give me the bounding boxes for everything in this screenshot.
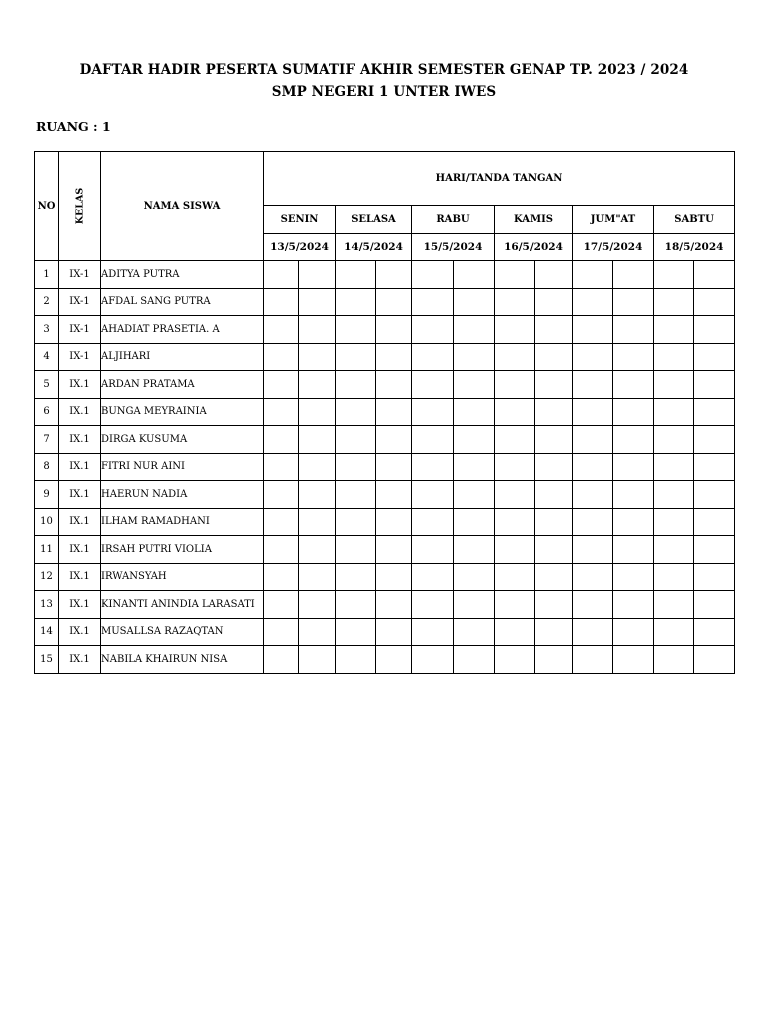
signature-cell[interactable] — [412, 398, 454, 426]
signature-cell[interactable] — [299, 563, 336, 591]
date-label: 16/5/2024 — [504, 241, 563, 253]
signature-cell[interactable] — [376, 563, 412, 591]
signature-cell[interactable] — [654, 646, 694, 674]
signature-cell[interactable] — [454, 646, 495, 674]
row-class: IX.1 — [59, 536, 101, 564]
signature-cell[interactable] — [535, 646, 573, 674]
row-number: 8 — [35, 453, 59, 481]
row-student-name: ARDAN PRATAMA — [101, 371, 264, 399]
signature-cell[interactable] — [264, 453, 299, 481]
signature-cell[interactable] — [573, 563, 613, 591]
row-class: IX-1 — [59, 316, 101, 344]
row-number: 14 — [35, 618, 59, 646]
row-student-name: AFDAL SANG PUTRA — [101, 288, 264, 316]
signature-cell[interactable] — [654, 591, 694, 619]
signature-cell[interactable] — [654, 288, 694, 316]
table-row — [35, 563, 735, 591]
signature-cell[interactable] — [613, 343, 654, 371]
signature-cell[interactable] — [535, 343, 573, 371]
signature-cell[interactable] — [654, 426, 694, 454]
date-label: 14/5/2024 — [344, 241, 403, 253]
signature-cell[interactable] — [573, 481, 613, 509]
row-number: 10 — [35, 508, 59, 536]
signature-cell[interactable] — [654, 343, 694, 371]
signature-cell[interactable] — [299, 261, 336, 289]
signature-cell[interactable] — [654, 261, 694, 289]
row-number: 5 — [35, 371, 59, 399]
row-number: 15 — [35, 646, 59, 674]
signature-cell[interactable] — [454, 563, 495, 591]
signature-cell[interactable] — [376, 508, 412, 536]
row-student-name: DIRGA KUSUMA — [101, 426, 264, 454]
attendance-body — [35, 261, 735, 674]
date-label: 17/5/2024 — [583, 241, 643, 253]
signature-cell[interactable] — [376, 646, 412, 674]
signature-cell[interactable] — [573, 398, 613, 426]
signature-cell[interactable] — [264, 426, 299, 454]
row-student-name: IRWANSYAH — [101, 563, 264, 591]
signature-cell[interactable] — [412, 426, 454, 454]
signature-cell[interactable] — [573, 618, 613, 646]
signature-cell[interactable] — [654, 563, 694, 591]
col-kelas-label: KELAS — [74, 187, 85, 225]
row-student-name: IRSAH PUTRI VIOLIA — [101, 536, 264, 564]
row-class: IX-1 — [59, 288, 101, 316]
signature-cell[interactable] — [654, 316, 694, 344]
row-number: 2 — [35, 288, 59, 316]
signature-cell[interactable] — [336, 316, 376, 344]
row-class: IX.1 — [59, 371, 101, 399]
row-student-name: BUNGA MEYRAINIA — [101, 398, 264, 426]
attendance-table — [34, 151, 735, 674]
signature-cell[interactable] — [613, 646, 654, 674]
signature-cell[interactable] — [613, 316, 654, 344]
row-number: 4 — [35, 343, 59, 371]
signature-cell[interactable] — [613, 261, 654, 289]
row-number: 11 — [35, 536, 59, 564]
signature-cell[interactable] — [376, 481, 412, 509]
signature-cell[interactable] — [495, 371, 535, 399]
signature-cell[interactable] — [694, 343, 735, 371]
signature-cell[interactable] — [376, 453, 412, 481]
signature-cell[interactable] — [412, 261, 454, 289]
day-header: SELASA — [336, 206, 412, 234]
signature-cell[interactable] — [613, 508, 654, 536]
row-class: IX.1 — [59, 591, 101, 619]
signature-cell[interactable] — [495, 261, 535, 289]
signature-cell[interactable] — [535, 261, 573, 289]
signature-cell[interactable] — [376, 398, 412, 426]
signature-cell[interactable] — [535, 316, 573, 344]
signature-cell[interactable] — [654, 371, 694, 399]
day-header: SABTU — [654, 206, 735, 234]
signature-cell[interactable] — [412, 591, 454, 619]
row-student-name: FITRI NUR AINI — [101, 453, 264, 481]
signature-cell[interactable] — [613, 371, 654, 399]
signature-cell[interactable] — [694, 426, 735, 454]
signature-cell[interactable] — [264, 398, 299, 426]
signature-cell[interactable] — [573, 316, 613, 344]
signature-cell[interactable] — [535, 453, 573, 481]
signature-cell[interactable] — [654, 508, 694, 536]
signature-cell[interactable] — [535, 618, 573, 646]
table-row — [35, 618, 735, 646]
row-number: 6 — [35, 398, 59, 426]
signature-cell[interactable] — [264, 261, 299, 289]
signature-cell[interactable] — [299, 398, 336, 426]
signature-cell[interactable] — [299, 316, 336, 344]
signature-cell[interactable] — [264, 591, 299, 619]
signature-cell[interactable] — [613, 398, 654, 426]
signature-cell[interactable] — [454, 453, 495, 481]
signature-cell[interactable] — [613, 618, 654, 646]
row-class: IX.1 — [59, 646, 101, 674]
signature-cell[interactable] — [412, 536, 454, 564]
signature-cell[interactable] — [412, 481, 454, 509]
signature-cell[interactable] — [654, 618, 694, 646]
row-number: 12 — [35, 563, 59, 591]
signature-cell[interactable] — [376, 316, 412, 344]
signature-cell[interactable] — [264, 316, 299, 344]
table-row — [35, 398, 735, 426]
table-row — [35, 343, 735, 371]
row-class: IX.1 — [59, 426, 101, 454]
signature-cell[interactable] — [694, 618, 735, 646]
signature-cell[interactable] — [535, 508, 573, 536]
date-label: 18/5/2024 — [664, 241, 724, 253]
row-number: 13 — [35, 591, 59, 619]
row-class: IX.1 — [59, 618, 101, 646]
signature-cell[interactable] — [336, 591, 376, 619]
signature-cell[interactable] — [535, 536, 573, 564]
signature-cell[interactable] — [336, 371, 376, 399]
signature-cell[interactable] — [694, 591, 735, 619]
signature-cell[interactable] — [613, 481, 654, 509]
room-label: RUANG : 1 — [36, 119, 111, 134]
row-number: 3 — [35, 316, 59, 344]
signature-cell[interactable] — [454, 288, 495, 316]
table-row — [35, 508, 735, 536]
signature-cell[interactable] — [573, 453, 613, 481]
day-header: JUM"AT — [573, 206, 654, 234]
signature-cell[interactable] — [495, 563, 535, 591]
signature-cell[interactable] — [694, 481, 735, 509]
signature-cell[interactable] — [412, 618, 454, 646]
signature-cell[interactable] — [299, 481, 336, 509]
row-class: IX.1 — [59, 453, 101, 481]
signature-cell[interactable] — [694, 398, 735, 426]
signature-cell[interactable] — [336, 343, 376, 371]
signature-cell[interactable] — [613, 563, 654, 591]
signature-cell[interactable] — [535, 563, 573, 591]
table-row — [35, 288, 735, 316]
signature-cell[interactable] — [454, 481, 495, 509]
row-class: IX.1 — [59, 508, 101, 536]
signature-cell[interactable] — [454, 316, 495, 344]
signature-cell[interactable] — [573, 646, 613, 674]
signature-cell[interactable] — [376, 371, 412, 399]
signature-cell[interactable] — [336, 453, 376, 481]
signature-cell[interactable] — [654, 481, 694, 509]
signature-cell[interactable] — [299, 646, 336, 674]
table-row — [35, 371, 735, 399]
col-kelas-header — [59, 152, 101, 261]
row-class: IX.1 — [59, 563, 101, 591]
signature-cell[interactable] — [495, 646, 535, 674]
row-student-name: NABILA KHAIRUN NISA — [101, 646, 264, 674]
row-class: IX-1 — [59, 261, 101, 289]
signature-cell[interactable] — [495, 481, 535, 509]
signature-cell[interactable] — [299, 453, 336, 481]
signature-cell[interactable] — [573, 371, 613, 399]
signature-cell[interactable] — [412, 646, 454, 674]
signature-cell[interactable] — [264, 563, 299, 591]
signature-cell[interactable] — [573, 508, 613, 536]
signature-cell[interactable] — [454, 371, 495, 399]
signature-cell[interactable] — [412, 288, 454, 316]
table-row — [35, 591, 735, 619]
day-header: KAMIS — [495, 206, 573, 234]
signature-cell[interactable] — [412, 508, 454, 536]
table-row — [35, 481, 735, 509]
signature-cell[interactable] — [535, 591, 573, 619]
date-label: 15/5/2024 — [423, 241, 483, 253]
signature-cell[interactable] — [336, 288, 376, 316]
signature-cell[interactable] — [336, 481, 376, 509]
signature-cell[interactable] — [694, 371, 735, 399]
signature-cell[interactable] — [264, 536, 299, 564]
signature-cell[interactable] — [336, 261, 376, 289]
signature-cell[interactable] — [654, 536, 694, 564]
signature-cell[interactable] — [299, 288, 336, 316]
row-student-name: HAERUN NADIA — [101, 481, 264, 509]
signature-cell[interactable] — [694, 316, 735, 344]
signature-cell[interactable] — [573, 288, 613, 316]
signature-cell[interactable] — [376, 426, 412, 454]
signature-cell[interactable] — [412, 371, 454, 399]
signature-cell[interactable] — [454, 398, 495, 426]
signature-cell[interactable] — [299, 591, 336, 619]
signature-cell[interactable] — [376, 591, 412, 619]
day-header: RABU — [412, 206, 495, 234]
signature-cell[interactable] — [412, 563, 454, 591]
row-student-name: AHADIAT PRASETIA. A — [101, 316, 264, 344]
school-name: SMP NEGERI 1 UNTER IWES — [271, 84, 497, 100]
signature-cell[interactable] — [495, 316, 535, 344]
signature-cell[interactable] — [694, 453, 735, 481]
signature-cell[interactable] — [454, 343, 495, 371]
signature-cell[interactable] — [535, 398, 573, 426]
signature-cell[interactable] — [535, 371, 573, 399]
signature-cell[interactable] — [299, 343, 336, 371]
signature-cell[interactable] — [264, 288, 299, 316]
header-row-top — [35, 152, 735, 206]
signature-cell[interactable] — [412, 316, 454, 344]
signature-cell[interactable] — [454, 536, 495, 564]
row-number: 1 — [35, 261, 59, 289]
signature-cell[interactable] — [264, 618, 299, 646]
row-number: 7 — [35, 426, 59, 454]
signature-cell[interactable] — [535, 481, 573, 509]
date-label: 13/5/2024 — [270, 241, 329, 253]
signature-cell[interactable] — [573, 426, 613, 454]
signature-cell[interactable] — [264, 343, 299, 371]
signature-cell[interactable] — [654, 453, 694, 481]
signature-cell[interactable] — [535, 426, 573, 454]
signature-cell[interactable] — [573, 536, 613, 564]
date-header — [654, 234, 735, 261]
signature-cell[interactable] — [495, 398, 535, 426]
row-student-name: ILHAM RAMADHANI — [101, 508, 264, 536]
date-header — [495, 234, 573, 261]
signature-cell[interactable] — [299, 536, 336, 564]
document-title: DAFTAR HADIR PESERTA SUMATIF AKHIR SEMESTER GENAP TP. 2023 / 2024 — [79, 62, 689, 78]
signature-cell[interactable] — [573, 261, 613, 289]
date-header — [336, 234, 412, 261]
signature-cell[interactable] — [535, 288, 573, 316]
date-header — [264, 234, 336, 261]
signature-cell[interactable] — [454, 426, 495, 454]
row-class: IX.1 — [59, 398, 101, 426]
signature-cell[interactable] — [495, 343, 535, 371]
signature-cell[interactable] — [264, 508, 299, 536]
date-header — [573, 234, 654, 261]
signature-cell[interactable] — [264, 481, 299, 509]
signature-cell[interactable] — [454, 508, 495, 536]
signature-cell[interactable] — [336, 536, 376, 564]
signature-cell[interactable] — [495, 591, 535, 619]
signature-cell[interactable] — [336, 646, 376, 674]
signature-cell[interactable] — [454, 618, 495, 646]
signature-cell[interactable] — [336, 426, 376, 454]
signature-cell[interactable] — [495, 508, 535, 536]
signature-cell[interactable] — [694, 288, 735, 316]
signature-cell[interactable] — [376, 343, 412, 371]
signature-cell[interactable] — [264, 371, 299, 399]
col-nama-header: NAMA SISWA — [101, 152, 264, 261]
signature-cell[interactable] — [694, 646, 735, 674]
signature-cell[interactable] — [613, 591, 654, 619]
signature-cell[interactable] — [454, 261, 495, 289]
signature-cell[interactable] — [495, 536, 535, 564]
signature-cell[interactable] — [613, 536, 654, 564]
signature-cell[interactable] — [454, 591, 495, 619]
signature-cell[interactable] — [573, 343, 613, 371]
signature-cell[interactable] — [694, 563, 735, 591]
signature-cell[interactable] — [299, 508, 336, 536]
signature-cell[interactable] — [336, 398, 376, 426]
signature-cell[interactable] — [654, 398, 694, 426]
col-no-header: NO — [35, 152, 59, 261]
signature-cell[interactable] — [495, 453, 535, 481]
signature-cell[interactable] — [376, 536, 412, 564]
signature-cell[interactable] — [264, 646, 299, 674]
signature-cell[interactable] — [694, 536, 735, 564]
signature-cell[interactable] — [336, 508, 376, 536]
table-row — [35, 426, 735, 454]
signature-cell[interactable] — [299, 426, 336, 454]
signature-cell[interactable] — [336, 618, 376, 646]
row-student-name: MUSALLSA RAZAQTAN — [101, 618, 264, 646]
signature-cell[interactable] — [495, 288, 535, 316]
row-student-name: ADITYA PUTRA — [101, 261, 264, 289]
signature-cell[interactable] — [495, 618, 535, 646]
day-header: SENIN — [264, 206, 336, 234]
signature-cell[interactable] — [299, 618, 336, 646]
signature-cell[interactable] — [694, 261, 735, 289]
col-hari-header: HARI/TANDA TANGAN — [264, 152, 735, 206]
signature-cell[interactable] — [613, 453, 654, 481]
table-row — [35, 646, 735, 674]
signature-cell[interactable] — [694, 508, 735, 536]
row-class: IX.1 — [59, 481, 101, 509]
signature-cell[interactable] — [495, 426, 535, 454]
signature-cell[interactable] — [573, 591, 613, 619]
signature-cell[interactable] — [376, 288, 412, 316]
signature-cell[interactable] — [412, 343, 454, 371]
signature-cell[interactable] — [613, 426, 654, 454]
signature-cell[interactable] — [336, 563, 376, 591]
table-row — [35, 453, 735, 481]
signature-cell[interactable] — [299, 371, 336, 399]
table-row — [35, 316, 735, 344]
row-student-name: ALJIHARI — [101, 343, 264, 371]
row-student-name: KINANTI ANINDIA LARASATI — [101, 591, 264, 619]
row-class: IX-1 — [59, 343, 101, 371]
signature-cell[interactable] — [613, 288, 654, 316]
row-number: 9 — [35, 481, 59, 509]
table-row — [35, 536, 735, 564]
table-row — [35, 261, 735, 289]
signature-cell[interactable] — [376, 618, 412, 646]
signature-cell[interactable] — [412, 453, 454, 481]
date-header — [412, 234, 495, 261]
signature-cell[interactable] — [376, 261, 412, 289]
